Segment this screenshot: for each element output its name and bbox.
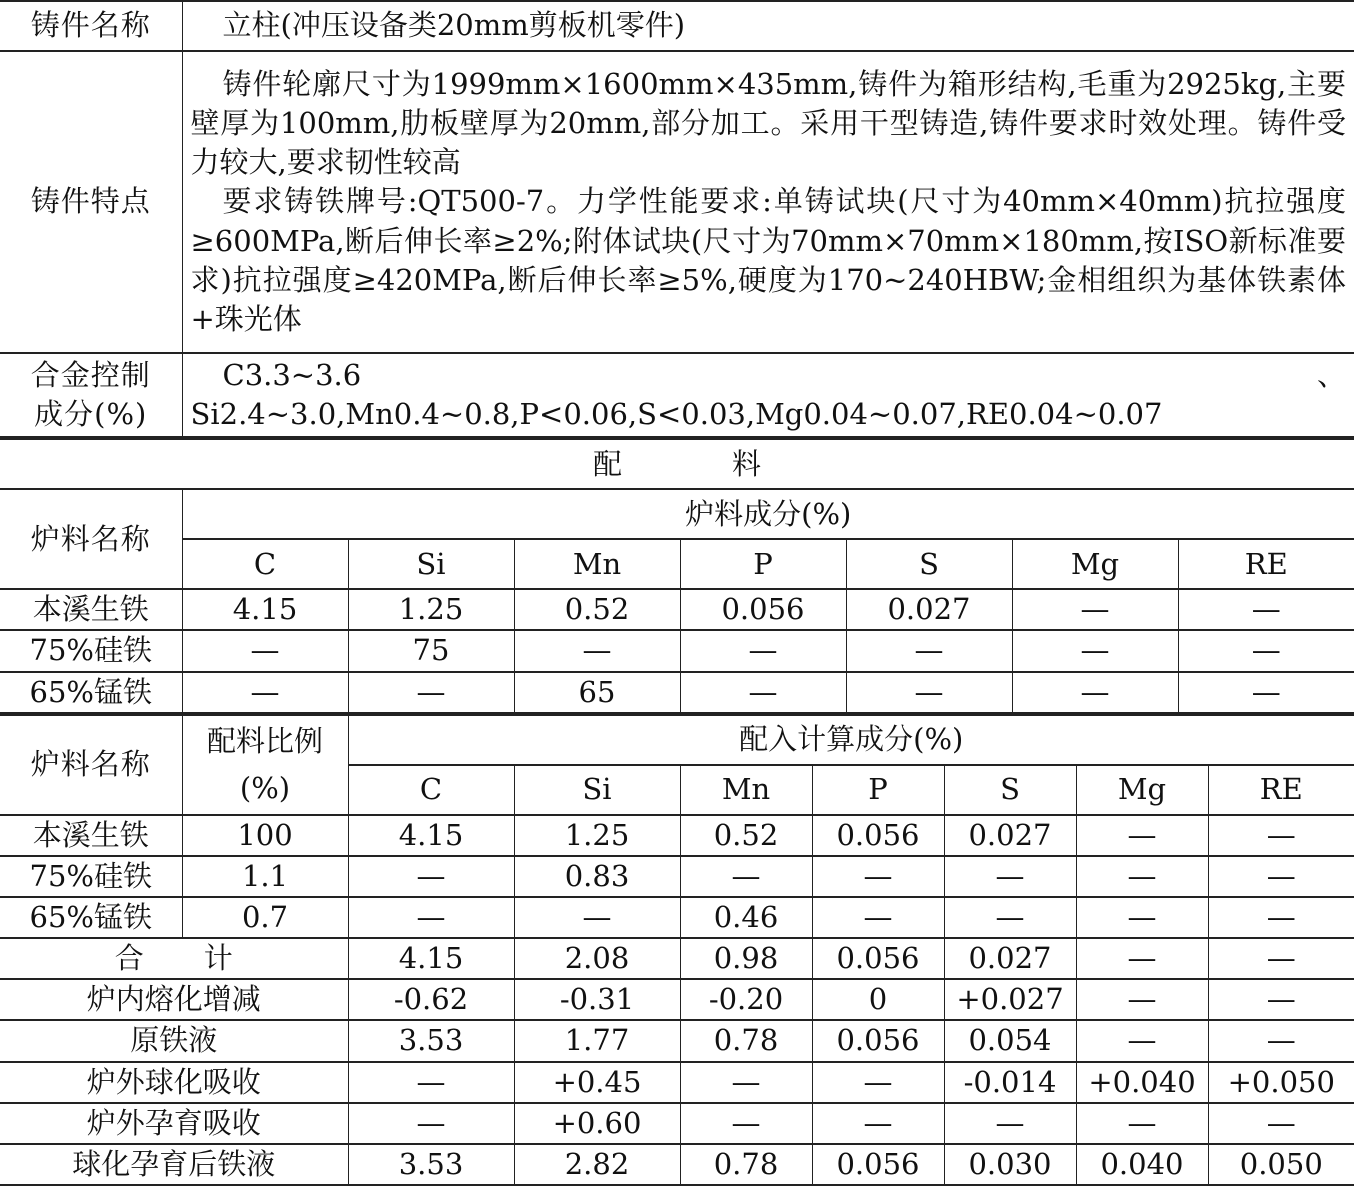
table-cell: —	[1178, 589, 1354, 630]
table-cell: 0.056	[812, 1020, 944, 1061]
charge-row-name: 75%硅铁	[0, 630, 182, 671]
table-cell: —	[812, 856, 944, 897]
calc-row-ratio: 1.1	[182, 856, 348, 897]
alloy-label-line-2: 成分(%)	[34, 397, 148, 432]
table-cell: 0.027	[944, 815, 1076, 856]
calc-group-header: 配入计算成分(%)	[348, 715, 1354, 765]
alloy-control-label	[0, 353, 182, 437]
burden-title-row	[0, 439, 1354, 489]
charge-col-header: Mn	[514, 539, 680, 589]
casting-name-label: 铸件名称	[0, 1, 182, 51]
table-cell: —	[1208, 1103, 1354, 1144]
table-row	[0, 897, 1354, 938]
table-cell: 0.78	[680, 1144, 812, 1185]
summary-row-name: 炉外孕育吸收	[0, 1103, 348, 1144]
summary-row	[0, 938, 1354, 979]
table-cell: 0.030	[944, 1144, 1076, 1185]
charge-col-header: C	[182, 539, 348, 589]
calc-col-header: C	[348, 765, 514, 815]
charge-column-header-row	[0, 539, 1354, 589]
table-cell: —	[680, 1103, 812, 1144]
alloy-value-text: C3.3~3.6、Si2.4~3.0,Mn0.4~0.8,P<0.06,S<0.03,Mg0.04~0.07,RE0.04~0.07	[190, 358, 1346, 432]
table-row	[0, 589, 1354, 630]
table-cell: 0.056	[812, 938, 944, 979]
summary-row-name: 炉外球化吸收	[0, 1062, 348, 1103]
table-cell: -0.20	[680, 979, 812, 1020]
table-cell: 0.027	[944, 938, 1076, 979]
table-cell: —	[944, 1103, 1076, 1144]
table-cell: —	[812, 1062, 944, 1103]
charge-row-name: 65%锰铁	[0, 672, 182, 713]
table-cell: —	[1178, 630, 1354, 671]
table-cell: —	[1012, 589, 1178, 630]
table-cell: -0.31	[514, 979, 680, 1020]
table-cell: 3.53	[348, 1020, 514, 1061]
table-cell: 1.25	[348, 589, 514, 630]
charge-col-header: S	[846, 539, 1012, 589]
summary-total-label: 合计	[114, 941, 293, 976]
summary-row	[0, 1103, 1354, 1144]
table-cell: 0.056	[812, 815, 944, 856]
table-cell: —	[514, 897, 680, 938]
table-cell: —	[348, 672, 514, 713]
calculated-composition-table	[0, 714, 1354, 1186]
table-cell: —	[1076, 856, 1208, 897]
ratio-header-line-2: (%)	[239, 770, 291, 805]
table-cell: 0	[812, 979, 944, 1020]
table-cell: 0.056	[680, 589, 846, 630]
table-cell: —	[846, 630, 1012, 671]
calc-name-header: 炉料名称	[0, 715, 182, 815]
table-cell: +0.027	[944, 979, 1076, 1020]
table-row	[0, 815, 1354, 856]
feature-paragraph-1: 铸件轮廓尺寸为1999mm×1600mm×435mm,铸件为箱形结构,毛重为2925kg,主要壁厚为100mm,肋板壁厚为20mm,部分加工。采用干型铸造,铸件要求时效处理。铸件受力较大,要求韧性较高	[190, 67, 1346, 180]
table-cell: —	[348, 1103, 514, 1144]
calc-col-header: S	[944, 765, 1076, 815]
table-cell: —	[348, 897, 514, 938]
table-cell: 4.15	[348, 815, 514, 856]
charge-row-name: 本溪生铁	[0, 589, 182, 630]
table-cell: —	[1208, 938, 1354, 979]
table-cell: —	[680, 856, 812, 897]
table-cell: 0.027	[846, 589, 1012, 630]
table-cell: —	[1208, 1020, 1354, 1061]
summary-row-name: 原铁液	[0, 1020, 348, 1061]
charge-composition-table	[0, 438, 1354, 713]
charge-group-header-row	[0, 489, 1354, 539]
table-cell: —	[1208, 897, 1354, 938]
table-cell: +0.050	[1208, 1062, 1354, 1103]
calc-row-name: 75%硅铁	[0, 856, 182, 897]
table-cell: 0.056	[812, 1144, 944, 1185]
table-cell: —	[1076, 815, 1208, 856]
table-cell: —	[1208, 979, 1354, 1020]
alloy-control-value	[182, 353, 1354, 437]
table-cell: 2.82	[514, 1144, 680, 1185]
table-cell: —	[182, 630, 348, 671]
table-cell: 75	[348, 630, 514, 671]
feature-paragraph-2: 要求铸铁牌号:QT500-7。力学性能要求:单铸试块(尺寸为40mm×40mm)抗拉强度≥600MPa,断后伸长率≥2%;附体试块(尺寸为70mm×70mm×180mm,按ISO新标准要求)抗拉强度≥420MPa,断后伸长率≥5%,硬度为170~240HBW;金相组织为基体铁素体+珠光体	[190, 184, 1346, 336]
casting-feature-row	[0, 51, 1354, 353]
calc-col-header: Mg	[1076, 765, 1208, 815]
table-cell: 0.78	[680, 1020, 812, 1061]
summary-row-name: 炉内熔化增减	[0, 979, 348, 1020]
summary-row	[0, 1144, 1354, 1185]
calc-row-ratio: 0.7	[182, 897, 348, 938]
burden-title-text: 配料	[593, 446, 872, 481]
charge-col-header: Mg	[1012, 539, 1178, 589]
table-cell: +0.45	[514, 1062, 680, 1103]
casting-feature-label: 铸件特点	[0, 51, 182, 353]
table-row	[0, 630, 1354, 671]
ratio-header-line-1: 配料比例	[206, 724, 323, 759]
charge-name-header: 炉料名称	[0, 489, 182, 589]
table-cell: —	[1012, 630, 1178, 671]
table-cell: 1.25	[514, 815, 680, 856]
charge-group-header: 炉料成分(%)	[182, 489, 1354, 539]
table-cell: —	[1012, 672, 1178, 713]
summary-row	[0, 1062, 1354, 1103]
table-cell: 0.52	[680, 815, 812, 856]
table-cell: 0.040	[1076, 1144, 1208, 1185]
table-cell: —	[1076, 1103, 1208, 1144]
table-cell: -0.014	[944, 1062, 1076, 1103]
table-cell: 65	[514, 672, 680, 713]
table-cell: +0.040	[1076, 1062, 1208, 1103]
summary-row	[0, 1020, 1354, 1061]
charge-col-header: Si	[348, 539, 514, 589]
calc-ratio-header	[182, 715, 348, 815]
table-cell: 2.08	[514, 938, 680, 979]
table-row	[0, 672, 1354, 713]
calc-group-header-row	[0, 715, 1354, 765]
table-cell: 4.15	[182, 589, 348, 630]
table-cell: —	[182, 672, 348, 713]
table-cell: 4.15	[348, 938, 514, 979]
table-cell: —	[1076, 1020, 1208, 1061]
table-cell: —	[680, 630, 846, 671]
table-cell: 0.050	[1208, 1144, 1354, 1185]
table-cell: -0.62	[348, 979, 514, 1020]
table-cell: —	[680, 1062, 812, 1103]
calc-col-header: RE	[1208, 765, 1354, 815]
table-cell: +0.60	[514, 1103, 680, 1144]
table-cell: —	[812, 897, 944, 938]
table-cell: —	[944, 897, 1076, 938]
casting-info-table	[0, 0, 1354, 438]
table-cell: —	[514, 630, 680, 671]
table-cell: —	[1178, 672, 1354, 713]
charge-col-header: RE	[1178, 539, 1354, 589]
calc-col-header: P	[812, 765, 944, 815]
alloy-control-row	[0, 353, 1354, 437]
table-cell: —	[1208, 815, 1354, 856]
table-cell: 0.83	[514, 856, 680, 897]
table-cell: —	[680, 672, 846, 713]
casting-name-value: 立柱(冲压设备类20mm剪板机零件)	[182, 1, 1354, 51]
charge-col-header: P	[680, 539, 846, 589]
table-cell: 1.77	[514, 1020, 680, 1061]
calc-col-header: Mn	[680, 765, 812, 815]
summary-row-name	[0, 938, 348, 979]
table-cell: 0.054	[944, 1020, 1076, 1061]
table-cell: —	[1076, 897, 1208, 938]
summary-row-name: 球化孕育后铁液	[0, 1144, 348, 1185]
burden-title	[0, 439, 1354, 489]
casting-name-row	[0, 1, 1354, 51]
table-cell: 0.52	[514, 589, 680, 630]
casting-feature-text	[182, 51, 1354, 353]
table-cell: —	[1208, 856, 1354, 897]
table-cell: 0.98	[680, 938, 812, 979]
table-cell: —	[348, 1062, 514, 1103]
table-cell: 3.53	[348, 1144, 514, 1185]
table-cell: —	[812, 1103, 944, 1144]
table-cell: 0.46	[680, 897, 812, 938]
table-cell: —	[348, 856, 514, 897]
table-cell: —	[1076, 938, 1208, 979]
table-cell: —	[944, 856, 1076, 897]
table-row	[0, 856, 1354, 897]
table-cell: —	[846, 672, 1012, 713]
alloy-label-line-1: 合金控制	[30, 358, 151, 392]
table-cell: —	[1076, 979, 1208, 1020]
calc-row-name: 65%锰铁	[0, 897, 182, 938]
calc-row-name: 本溪生铁	[0, 815, 182, 856]
calc-row-ratio: 100	[182, 815, 348, 856]
summary-row	[0, 979, 1354, 1020]
calc-col-header: Si	[514, 765, 680, 815]
